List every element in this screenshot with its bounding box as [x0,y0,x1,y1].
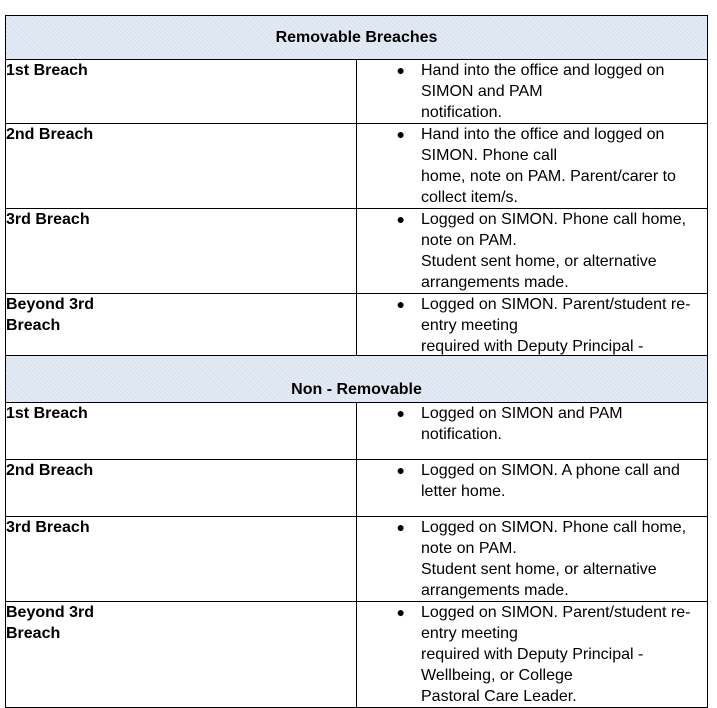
breach-action [357,460,708,517]
breach-label: 3rd Breach [6,209,357,294]
bullet-icon: ● [396,519,405,535]
breach-label: 1st Breach [6,403,357,460]
bullet-icon: ● [396,604,405,620]
table-title: Non - Removable [6,356,708,403]
breach-action [357,602,708,708]
breach-label: 1st Breach [6,60,357,124]
bullet-icon: ● [396,462,405,478]
table-row [6,209,708,294]
bullet-icon: ● [396,126,405,142]
table-row [6,460,708,517]
breach-label: 3rd Breach [6,517,357,602]
breach-label: 2nd Breach [6,124,357,209]
table-row [6,602,708,708]
table-row [6,403,708,460]
table-row [6,60,708,124]
action-text: Logged on SIMON. Phone call home, note on PAM. Student sent home, or alternative arrangements made. [421,211,687,291]
action-text: Hand into the office and logged on SIMON and PAM notification. [421,62,665,121]
breach-action [357,124,708,209]
action-text: Logged on SIMON. A phone call and letter home. [421,462,680,500]
breach-action [357,209,708,294]
bullet-icon: ● [396,296,405,312]
breach-label: 2nd Breach [6,460,357,517]
action-text: Logged on SIMON. Phone call home, note on PAM. Student sent home, or alternative arrangements made. [421,519,687,599]
breach-label: Beyond 3rd Breach [6,294,357,400]
table-row [6,124,708,209]
removable-breaches-table [5,15,708,400]
breach-action [357,60,708,124]
table-title: Removable Breaches [6,16,708,60]
table-row [6,517,708,602]
breach-action [357,517,708,602]
bullet-icon: ● [396,62,405,78]
action-text: Hand into the office and logged on SIMON. Phone call home, note on PAM. Parent/carer to collect item/s. [421,126,676,206]
breach-action [357,403,708,460]
non-removable-table [5,355,708,708]
breach-label: Beyond 3rd Breach [6,602,357,708]
action-text: Logged on SIMON and PAM notification. [421,405,623,443]
bullet-icon: ● [396,211,405,227]
action-text: Logged on SIMON. Parent/student re-entry meeting required with Deputy Principal - Wellbeing, or College Pastoral Care Leader. [421,604,691,705]
bullet-icon: ● [396,405,405,421]
action-text: Logged on SIMON. Parent/student re-entry meeting required with Deputy Principal - [421,296,691,355]
